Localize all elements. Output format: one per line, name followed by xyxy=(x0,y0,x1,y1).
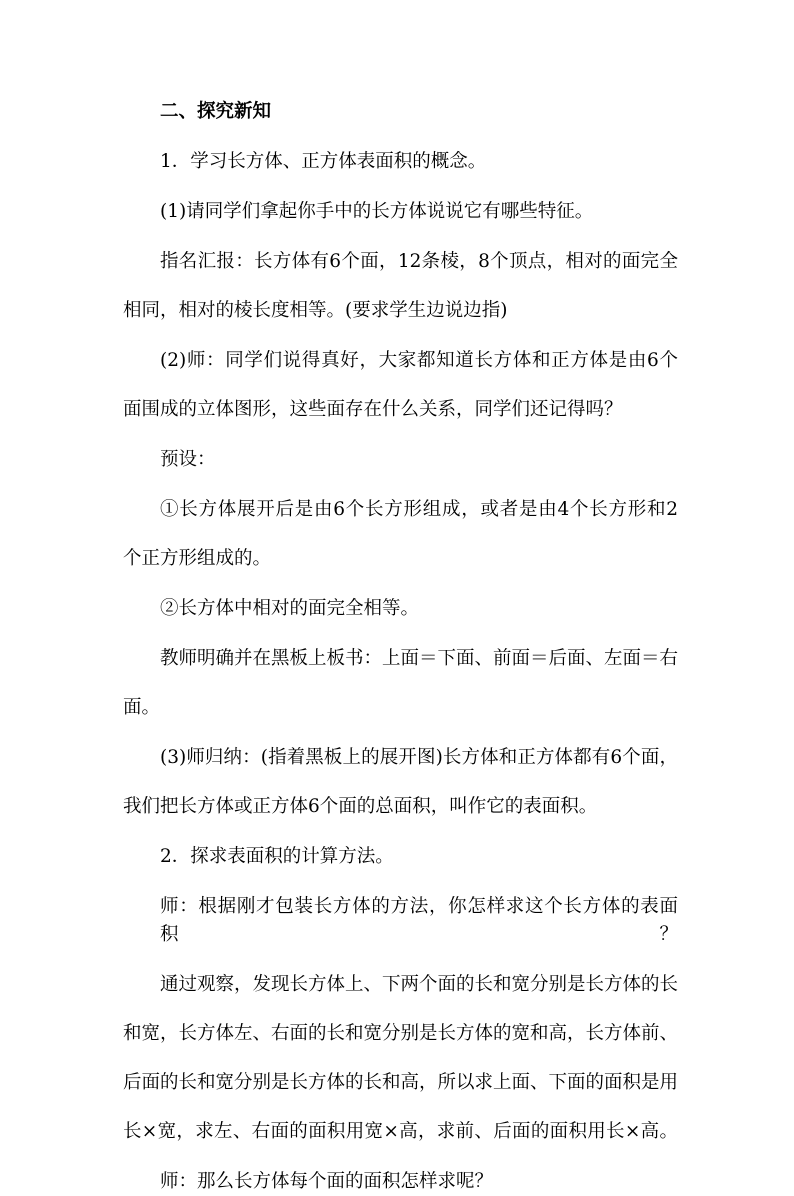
paragraph-10-line-3: 后面的长和宽分别是长方体的长和高，所以求上面、下面的面积是用 xyxy=(123,1072,679,1093)
paragraph-5-line-1: ①长方体展开后是由6个长方形组成，或者是由4个长方形和2 xyxy=(160,499,678,520)
paragraph-4: 预设： xyxy=(160,449,216,470)
paragraph-9: 师：根据刚才包装长方体的方法，你怎样求这个长方体的表面积？ xyxy=(160,896,678,945)
paragraph-2-line-1: 指名汇报：长方体有6个面，12条棱，8个顶点，相对的面完全 xyxy=(160,251,678,272)
paragraph-5-line-2: 个正方形组成的。 xyxy=(123,548,272,569)
paragraph-8-line-1: (3)师归纳：(指着黑板上的展开图)长方体和正方体都有6个面， xyxy=(160,747,678,768)
paragraph-2-line-2: 相同，相对的棱长度相等。(要求学生边说边指) xyxy=(123,300,508,321)
paragraph-3-line-2: 面围成的立体图形，这些面存在什么关系，同学们还记得吗？ xyxy=(123,399,623,420)
document-page xyxy=(123,98,678,1196)
paragraph-10-line-1: 通过观察，发现长方体上、下两个面的长和宽分别是长方体的长 xyxy=(160,974,679,995)
paragraph-10-line-4: 长×宽，求左、右面的面积用宽×高，求前、后面的面积用长×高。 xyxy=(123,1121,678,1142)
item-2-title: 2．探求表面积的计算方法。 xyxy=(160,846,394,867)
paragraph-3-line-1: (2)师：同学们说得真好，大家都知道长方体和正方体是由6个 xyxy=(160,350,678,371)
paragraph-11: 师：那么长方体每个面的面积怎样求呢？ xyxy=(160,1171,494,1192)
paragraph-8-line-2: 我们把长方体或正方体6个面的总面积，叫作它的表面积。 xyxy=(123,796,598,817)
paragraph-7-line-2: 面。 xyxy=(123,697,161,718)
paragraph-7-line-1: 教师明确并在黑板上板书：上面＝下面、前面＝后面、左面＝右 xyxy=(160,648,679,669)
section-heading: 二、探究新知 xyxy=(160,101,272,122)
paragraph-1: (1)请同学们拿起你手中的长方体说说它有哪些特征。 xyxy=(160,201,594,222)
paragraph-10-line-2: 和宽，长方体左、右面的长和宽分别是长方体的宽和高，长方体前、 xyxy=(123,1023,679,1044)
item-1-title: 1．学习长方体、正方体表面积的概念。 xyxy=(160,151,487,172)
paragraph-6: ②长方体中相对的面完全相等。 xyxy=(160,598,420,619)
